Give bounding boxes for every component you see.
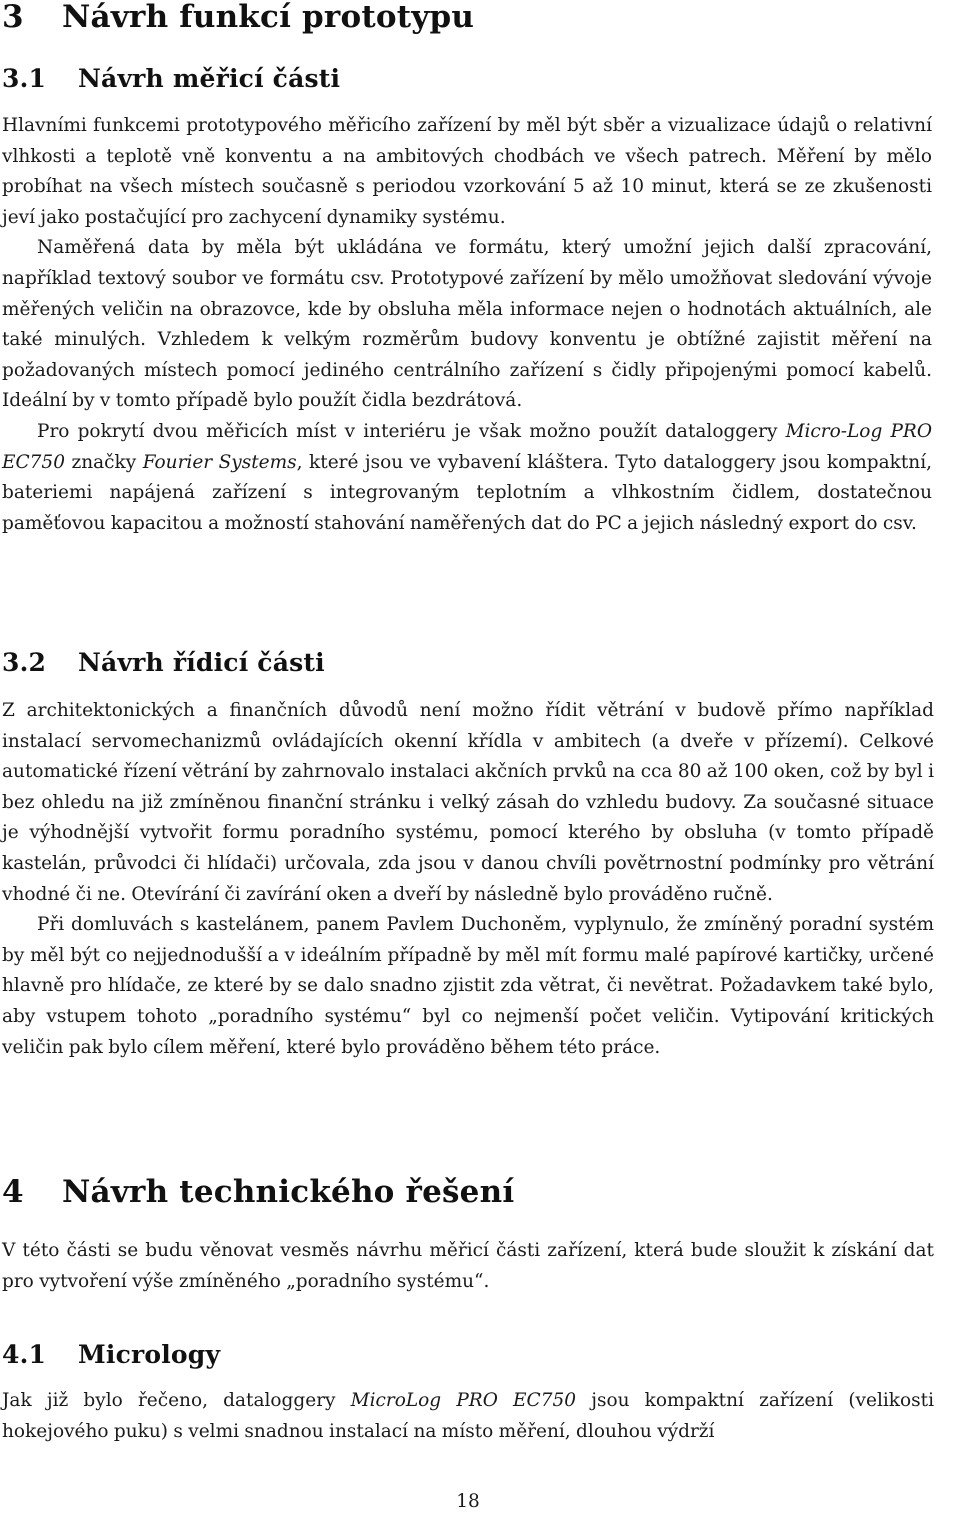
text-run: značky [64,451,143,473]
section-body-4 [2,1236,934,1297]
subsection-heading-3-1 [2,64,340,94]
paragraph: Naměřená data by měla být ukládána ve formátu, který umožní jejich další zpracování, například textový soubor ve formátu csv. Prototypové zařízení by mělo umožňovat sledování vývoje měřených veličin na obrazovce, kde by obsluha měla informace nejen o hodnotách aktuálních, ale také minulých. Vzhledem k velkým rozměrům budovy konventu je obtížné zajistit měření na požadovaných místech pomocí jediného centrálního zařízení s čidly připojenými pomocí kabelů. Ideální by v tomto případě bylo použít čidla bezdrátová. [2,237,932,412]
text-run: Pro pokrytí dvou měřicích míst v interiéru je však možno použít dataloggery [37,420,786,442]
subsection-heading-3-2 [2,648,325,678]
text-run: jsou kompaktní zařízení (velikosti hokejového puku) s velmi snadnou instalací na místo měření, dlouhou výdrží [2,1390,934,1442]
paragraph [2,1386,934,1447]
section-title: Návrh měřicí části [78,64,341,93]
section-title: Návrh funkcí prototypu [62,0,475,35]
paragraph: Hlavními funkcemi prototypového měřicího zařízení by měl být sběr a vizualizace údajů o relativní vlhkosti a teplotě vně konventu a na ambitových chodbách ve všech patrech. Měření by mělo probíhat na všech místech současně s periodou vzorkování 5 až 10 minut, která se ze zkušenosti jeví jako postačující pro zachycení dynamiky systému. [2,115,932,228]
section-title: Návrh technického řešení [62,1174,515,1210]
section-number: 4.1 [2,1340,47,1369]
section-title: Návrh řídicí části [78,648,325,677]
paragraph: Z architektonických a finančních důvodů není možno řídit větrání v budově přímo například instalací servomechanizmů ovládajících okenní křídla v ambitech (a dveře v přízemí). Celkové automatické řízení větrání by zahrnovalo instalaci akčních prvků na cca 80 až 100 oken, což by byl i bez ohledu na již zmíněnou finanční stránku i velký zásah do vzhledu budovy. Za současné situace je výhodnější vytvořit formu poradního systému, pomocí kterého by obsluha (v tomto případě kastelán, průvodci či hlídači) určovala, zda jsou v danou chvíli povětrnostní podmínky pro větrání vhodné či ne. Otevírání či zavírání oken a dveří by následně bylo prováděno ručně. [2,700,934,905]
section-body-3-2 [2,696,934,1063]
section-number: 3.2 [2,648,47,677]
section-heading-3 [2,0,474,34]
section-number: 3.1 [2,64,47,93]
text-run: Jak již bylo řečeno, dataloggery [2,1390,351,1411]
page-number: 18 [456,1491,480,1512]
section-title: Micrology [78,1340,221,1369]
subsection-heading-4-1 [2,1340,220,1370]
company-name: Fourier Systems [142,451,297,473]
paragraph: Při domluvách s kastelánem, panem Pavlem Duchoněm, vyplynulo, že zmíněný poradní systém by měl být co nejjednodušší a v ideálním případně by měl mít formu malé papírové kartičky, určené hlavně pro hlídače, ze které by se dalo snadno zjistit zda větrat, či nevětrat. Požadavkem také bylo, aby vstupem tohoto „poradního systému“ byl co nejmenší počet veličin. Vytipování kritických veličin pak bylo cílem měření, které bylo prováděno během této práce. [2,914,934,1058]
text-run: , které jsou ve vybavení kláštera. Tyto dataloggery jsou kompaktní, bateriemi napájená zařízení s integrovaným teplotním a vlhkostním čidlem, dostatečnou paměťovou kapacitou a možností stahování naměřených dat do PC a jejich následný export do csv. [2,451,932,534]
paragraph [2,417,932,539]
section-body-3-1 [2,111,932,539]
product-name: MicroLog PRO EC750 [350,1390,577,1411]
section-body-4-1 [2,1386,934,1447]
product-name: Micro-Log PRO EC750 [2,420,932,473]
section-heading-4 [2,1175,514,1209]
paragraph: V této části se budu věnovat vesměs návrhu měřicí části zařízení, která bude sloužit k získání dat pro vytvoření výše zmíněného „poradního systému“. [2,1240,934,1292]
section-number: 3 [2,0,24,35]
section-number: 4 [2,1174,24,1210]
